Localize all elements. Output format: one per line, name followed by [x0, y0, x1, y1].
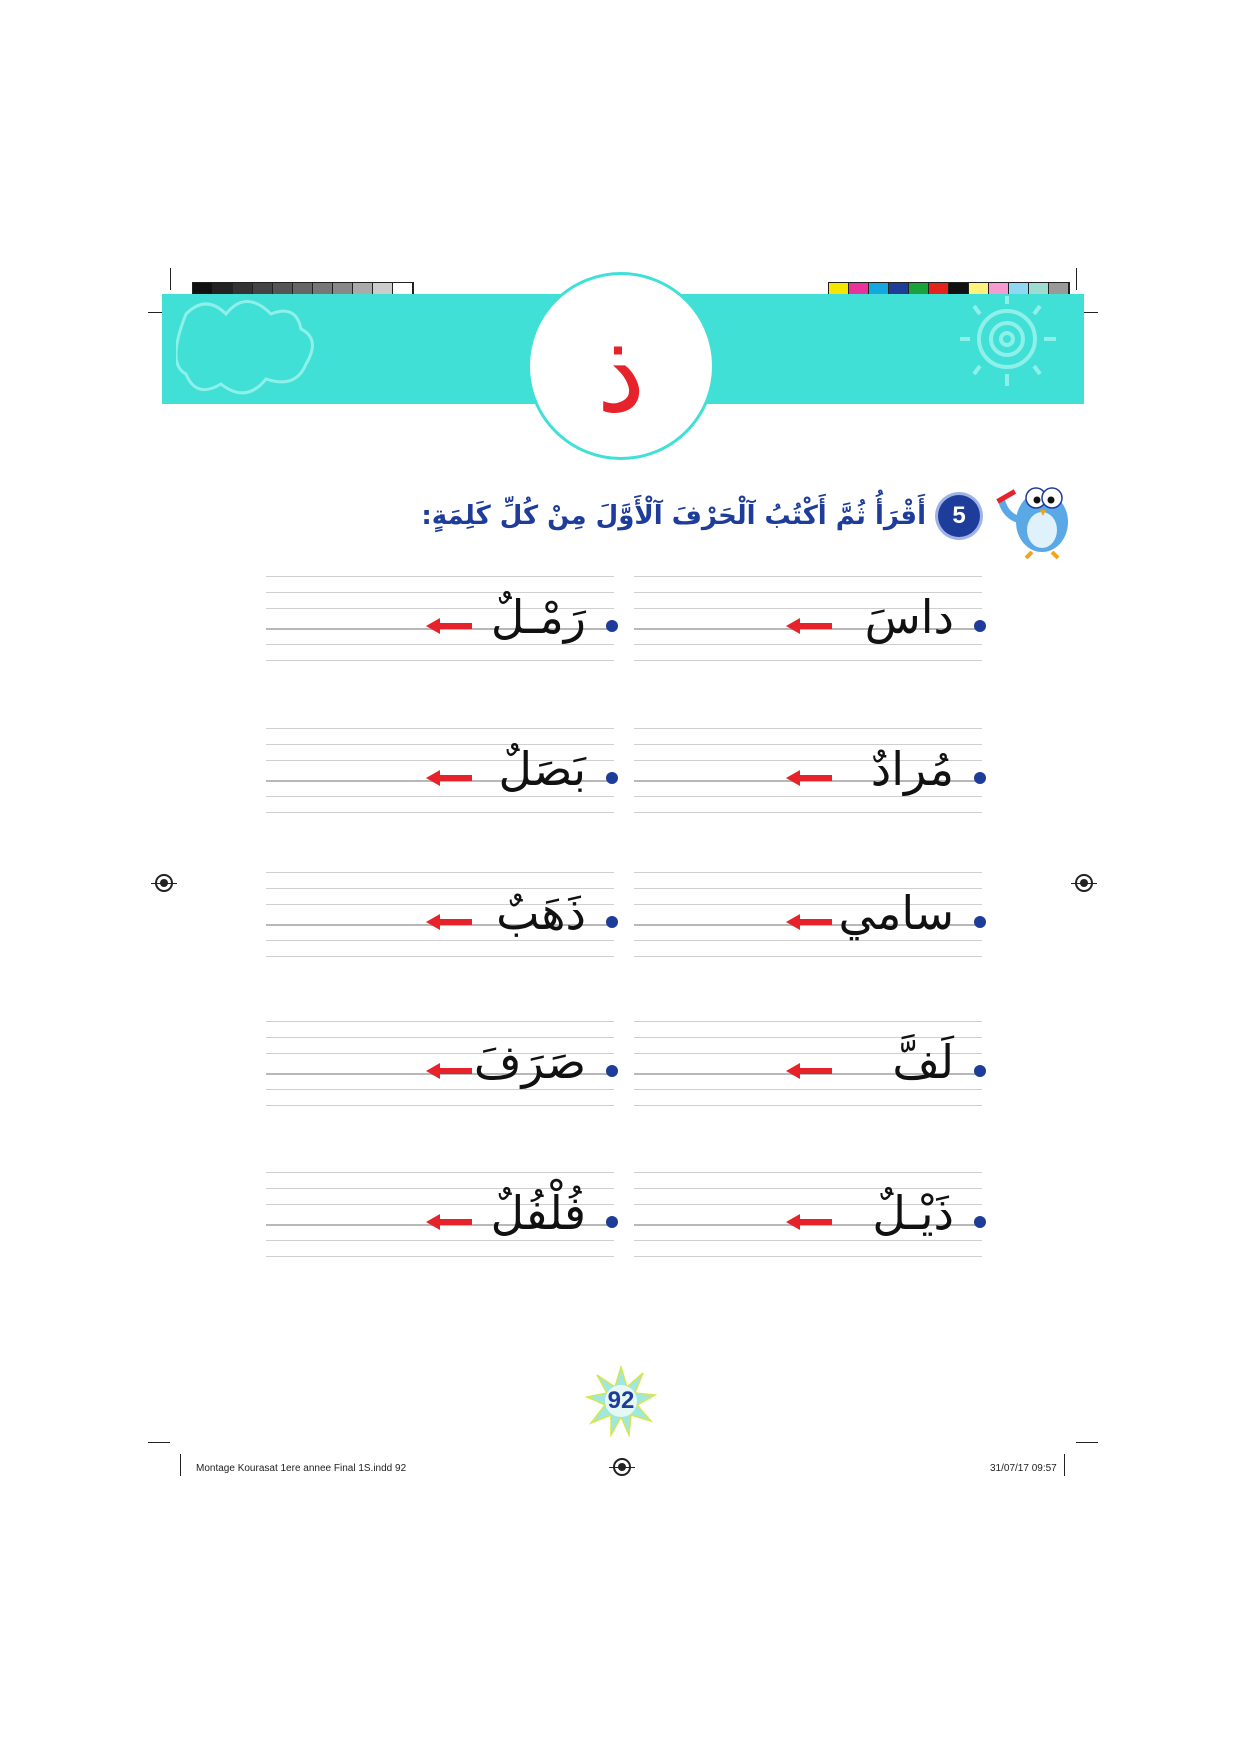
page-number: 92 [607, 1387, 635, 1414]
crop-mark [1076, 1442, 1098, 1443]
arabic-word: ذَيْـلٌ [872, 1186, 954, 1240]
arrow-left-icon [786, 770, 832, 786]
bullet-dot [606, 916, 618, 928]
arrow-left-icon [426, 770, 472, 786]
sun-icon [932, 294, 1072, 404]
arabic-word: مُرادٌ [870, 742, 954, 796]
registration-mark-icon [1075, 874, 1093, 892]
arabic-word: لَفَّ [892, 1035, 954, 1089]
word-row [266, 864, 982, 974]
bullet-dot [974, 1065, 986, 1077]
page-number-badge [585, 1365, 657, 1437]
bullet-dot [974, 772, 986, 784]
arabic-word: بَصَلٌ [498, 742, 586, 796]
word-row [266, 1164, 982, 1274]
arrow-left-icon [786, 1063, 832, 1079]
crop-mark [1076, 268, 1077, 290]
word-cell-left[interactable] [266, 568, 614, 678]
arrow-left-icon [786, 914, 832, 930]
arabic-word: رَمْـلٌ [490, 590, 586, 644]
word-row [266, 568, 982, 678]
word-cell-left[interactable] [266, 864, 614, 974]
featured-letter: ذ [596, 309, 646, 437]
word-cell-left[interactable] [266, 1013, 614, 1123]
arabic-word: داسَ [864, 590, 954, 644]
crop-mark [148, 1442, 170, 1443]
crop-mark [180, 1454, 181, 1476]
word-cell-right[interactable] [634, 1013, 982, 1123]
cloud-icon [176, 294, 336, 404]
word-cell-left[interactable] [266, 1164, 614, 1274]
bullet-dot [974, 1216, 986, 1228]
word-cell-right[interactable] [634, 568, 982, 678]
arabic-word: فُلْفُلٌ [490, 1186, 586, 1240]
exercise-instruction: أَقْرَأُ ثُمَّ أَكْتُبُ آلْحَرْفَ آلْأَوَّلَ مِنْ كُلِّ كَلِمَةٍ: [421, 501, 926, 531]
arrow-left-icon [426, 914, 472, 930]
word-cell-right[interactable] [634, 720, 982, 830]
bullet-dot [606, 1216, 618, 1228]
arabic-word: صَرَفَ [473, 1035, 586, 1089]
bullet-dot [606, 772, 618, 784]
arabic-word: سامي [838, 886, 954, 940]
bullet-dot [606, 1065, 618, 1077]
bullet-dot [974, 916, 986, 928]
arrow-left-icon [426, 1214, 472, 1230]
bird-mascot-icon [992, 470, 1084, 562]
exercise-instruction-row [421, 470, 1084, 562]
bullet-dot [606, 620, 618, 632]
word-cell-left[interactable] [266, 720, 614, 830]
bullet-dot [974, 620, 986, 632]
arrow-left-icon [426, 1063, 472, 1079]
print-timestamp: 31/07/17 09:57 [990, 1463, 1057, 1474]
registration-mark-icon [155, 874, 173, 892]
word-row [266, 720, 982, 830]
crop-mark [170, 268, 171, 290]
word-cell-right[interactable] [634, 1164, 982, 1274]
arabic-word: ذَهَبٌ [496, 886, 586, 940]
file-slug: Montage Kourasat 1ere annee Final 1S.indd 92 [196, 1463, 407, 1474]
crop-mark [1064, 1454, 1065, 1476]
registration-mark-icon [613, 1458, 631, 1476]
exercise-number-badge: 5 [938, 495, 980, 537]
word-cell-right[interactable] [634, 864, 982, 974]
arrow-left-icon [426, 618, 472, 634]
word-row [266, 1013, 982, 1123]
arrow-left-icon [786, 618, 832, 634]
arrow-left-icon [786, 1214, 832, 1230]
